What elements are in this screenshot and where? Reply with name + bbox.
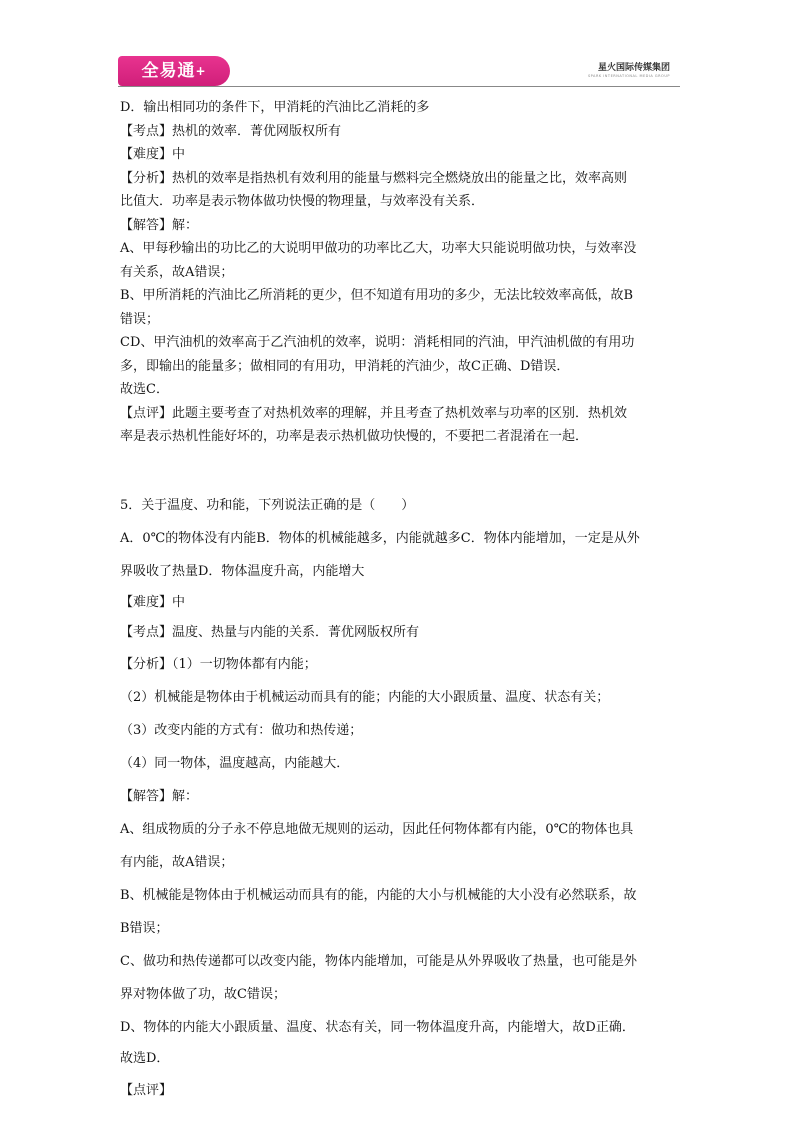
- text-line: 【考点】热机的效率．菁优网版权所有: [120, 123, 342, 139]
- page-header: [118, 56, 680, 86]
- text-line: 故选D．: [120, 1050, 170, 1066]
- question-options-line: 界吸收了热量D．物体温度升高，内能增大: [120, 563, 365, 579]
- company-name: [588, 60, 670, 78]
- text-line: 【点评】此题主要考查了对热机效率的理解，并且考查了热机效率与功率的区别．热机效: [120, 405, 628, 421]
- company-name-cn: 星火国际传媒集团: [597, 63, 670, 73]
- answer-section-q4: [120, 96, 680, 449]
- text-line: B错误；: [120, 920, 169, 936]
- brand-logo: [118, 56, 230, 86]
- text-line: 多，即输出的能量多；做相同的有用功，甲消耗的汽油少，故C正确、D错误．: [120, 358, 570, 374]
- text-line: （3）改变内能的方式有：做功和热传递；: [120, 722, 363, 738]
- logo-plus: +: [195, 64, 207, 78]
- header-divider: [118, 86, 680, 87]
- text-line: 有关系，故A错误；: [120, 264, 234, 280]
- text-line: 【点评】: [120, 1082, 173, 1098]
- company-name-en: SPARK INTERNATIONAL MEDIA GROUP: [587, 74, 670, 78]
- text-line: 率是表示热机性能好坏的，功率是表示热机做功快慢的，不要把二者混淆在一起．: [120, 429, 589, 444]
- text-line: D．输出相同功的条件下，甲消耗的汽油比乙消耗的多: [120, 100, 430, 115]
- text-line: （2）机械能是物体由于机械运动而具有的能；内能的大小跟质量、温度、状态有关；: [120, 689, 610, 705]
- text-line: 【解答】解：: [120, 788, 199, 804]
- question-5: [120, 489, 680, 1107]
- text-line: CD、甲汽油机的效率高于乙汽油机的效率，说明：消耗相同的汽油，甲汽油机做的有用功: [120, 335, 635, 350]
- text-line: B、甲所消耗的汽油比乙所消耗的更少，但不知道有用功的多少，无法比较效率高低，故B: [120, 288, 634, 303]
- text-line: A、甲每秒输出的功比乙的大说明甲做功的功率比乙大，功率大只能说明做功快，与效率没: [120, 241, 637, 256]
- logo-text: 全易通: [141, 61, 196, 81]
- text-line: 有内能，故A错误；: [120, 854, 234, 870]
- document-body: [120, 96, 680, 1107]
- text-line: 【难度】中: [120, 147, 186, 162]
- text-line: 故选C．: [120, 382, 169, 397]
- text-line: 【分析】（1）一切物体都有内能；: [120, 656, 317, 672]
- text-line: C、做功和热传递都可以改变内能，物体内能增加，可能是从外界吸收了热量，也可能是外: [120, 953, 637, 969]
- question-options-line: A．0℃的物体没有内能B．物体的机械能越多，内能就越多C．物体内能增加，一定是从外: [120, 530, 640, 546]
- text-line: 【解答】解：: [120, 217, 199, 233]
- text-line: 错误；: [120, 311, 160, 327]
- text-line: 【分析】热机的效率是指热机有效利用的能量与燃料完全燃烧放出的能量之比，效率高则: [120, 170, 628, 186]
- text-line: （4）同一物体，温度越高，内能越大．: [120, 755, 350, 771]
- text-line: 界对物体做了功，故C错误；: [120, 986, 286, 1002]
- text-line: D、物体的内能大小跟质量、温度、状态有关，同一物体温度升高，内能增大，故D正确．: [120, 1019, 635, 1035]
- text-line: 比值大．功率是表示物体做功快慢的物理量，与效率没有关系．: [120, 194, 485, 209]
- text-line: B、机械能是物体由于机械运动而具有的能，内能的大小与机械能的大小没有必然联系，故: [120, 887, 637, 903]
- text-line: A、组成物质的分子永不停息地做无规则的运动，因此任何物体都有内能，0℃的物体也具: [120, 821, 634, 837]
- text-line: 【难度】中: [120, 594, 186, 610]
- text-line: 【考点】温度、热量与内能的关系．菁优网版权所有: [120, 624, 420, 640]
- question-title: 5．关于温度、功和能，下列说法正确的是（ ）: [120, 497, 415, 513]
